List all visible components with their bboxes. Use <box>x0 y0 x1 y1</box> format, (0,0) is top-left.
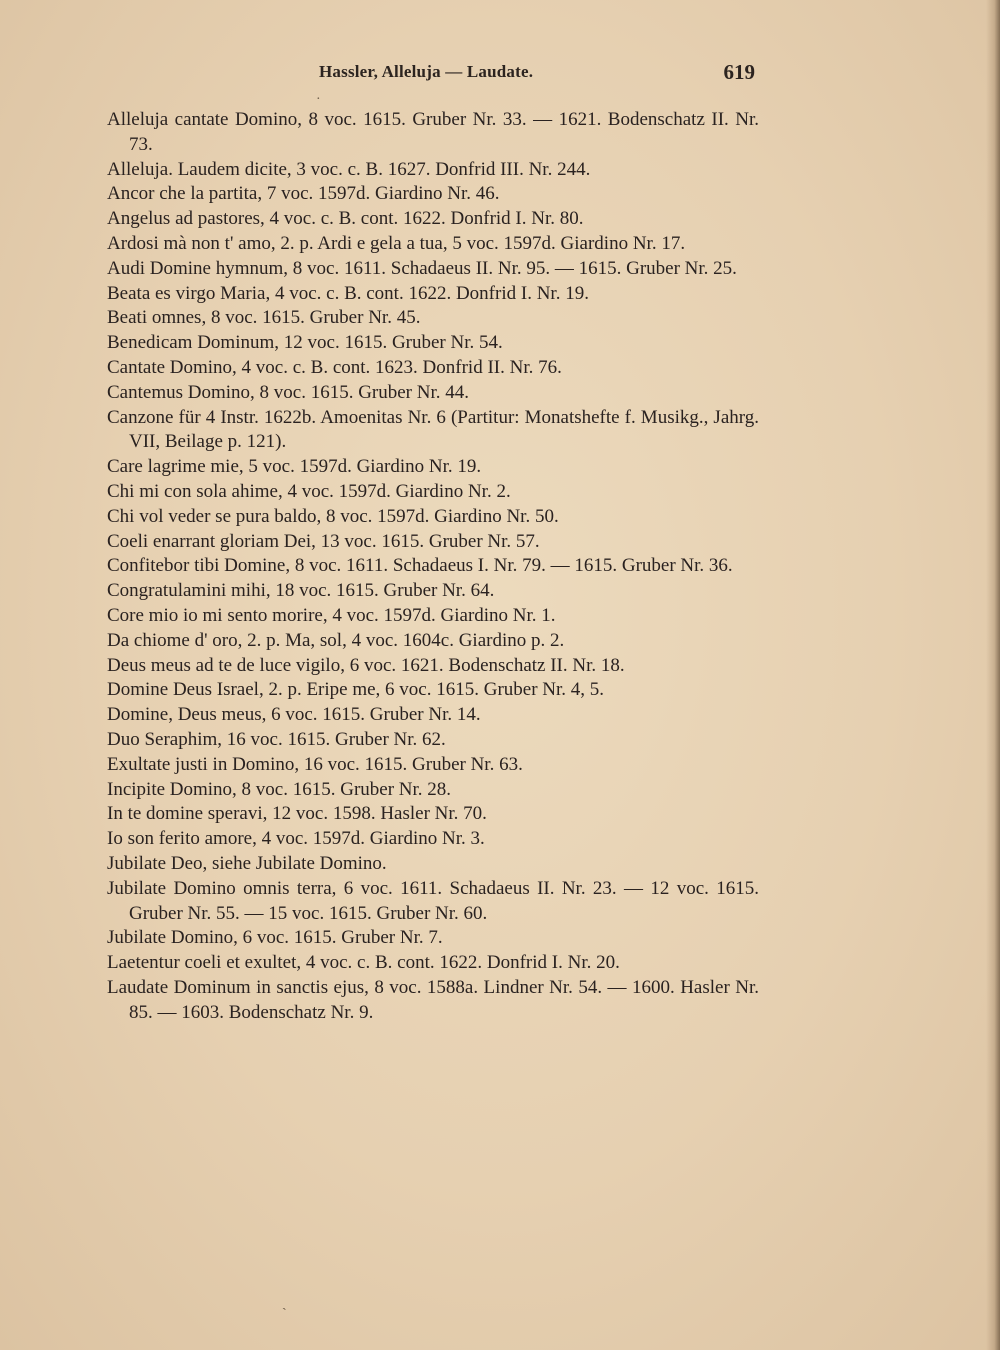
index-entry: Benedicam Dominum, 12 voc. 1615. Gruber Nr. 54. <box>107 332 503 354</box>
index-entry: Audi Domine hymnum, 8 voc. 1611. Schadaeus II. Nr. 95. — 1615. Gruber Nr. 25. <box>107 257 737 279</box>
index-entry: Congratulamini mihi, 18 voc. 1615. Gruber Nr. 64. <box>107 580 495 602</box>
index-entry: Incipite Domino, 8 voc. 1615. Gruber Nr. 28. <box>107 778 452 800</box>
index-entry: Alleluja. Laudem dicite, 3 voc. c. B. 1627. Donfrid III. Nr. 244. <box>107 158 591 180</box>
index-entry: Laudate Dominum in sanctis ejus, 8 voc. 1588a. Lindner Nr. 54. — 1600. Hasler Nr. 85. — 1603. Bodenschatz Nr. 9. <box>107 976 759 1023</box>
index-entry: Jubilate Domino, 6 voc. 1615. Gruber Nr. 7. <box>107 927 443 949</box>
page-edge-shadow <box>986 0 1000 1350</box>
index-entry: Canzone für 4 Instr. 1622b. Amoenitas Nr. 6 (Partitur: Monatshefte f. Musikg., Jahrg. VII, Beilage p. 121). <box>107 406 759 453</box>
index-entry: Deus meus ad te de luce vigilo, 6 voc. 1621. Bodenschatz II. Nr. 18. <box>107 654 625 676</box>
index-entry: Duo Seraphim, 16 voc. 1615. Gruber Nr. 62. <box>107 728 446 750</box>
index-entry: Jubilate Deo, siehe Jubilate Domino. <box>107 852 387 874</box>
index-entry: Ardosi mà non t' amo, 2. p. Ardi e gela a tua, 5 voc. 1597d. Giardino Nr. 17. <box>107 232 686 254</box>
index-entry: Confitebor tibi Domine, 8 voc. 1611. Schadaeus I. Nr. 79. — 1615. Gruber Nr. 36. <box>107 555 733 577</box>
page-number: 619 <box>723 60 755 84</box>
index-entry: Domine Deus Israel, 2. p. Eripe me, 6 voc. 1615. Gruber Nr. 4, 5. <box>107 679 605 701</box>
index-entry: Core mio io mi sento morire, 4 voc. 1597d. Giardino Nr. 1. <box>107 604 556 626</box>
index-entry: Domine, Deus meus, 6 voc. 1615. Gruber Nr. 14. <box>107 704 481 726</box>
index-entry: Io son ferito amore, 4 voc. 1597d. Giardino Nr. 3. <box>107 828 485 850</box>
index-entry: Beata es virgo Maria, 4 voc. c. B. cont. 1622. Donfrid I. Nr. 19. <box>107 282 589 304</box>
index-entry: Care lagrime mie, 5 voc. 1597d. Giardino Nr. 19. <box>107 456 482 478</box>
index-entry: Alleluja cantate Domino, 8 voc. 1615. Gruber Nr. 33. — 1621. Bodenschatz II. Nr. 73. <box>107 109 759 155</box>
ink-speck: ˎ <box>282 1296 287 1311</box>
running-header <box>107 62 757 88</box>
index-entry: Cantate Domino, 4 voc. c. B. cont. 1623. Donfrid II. Nr. 76. <box>107 356 562 378</box>
index-entry: Exultate justi in Domino, 16 voc. 1615. Gruber Nr. 63. <box>107 753 523 775</box>
index-entry: Chi mi con sola ahime, 4 voc. 1597d. Giardino Nr. 2. <box>107 480 511 502</box>
index-entry: Angelus ad pastores, 4 voc. c. B. cont. 1622. Donfrid I. Nr. 80. <box>107 208 584 230</box>
index-entry: Laetentur coeli et exultet, 4 voc. c. B. cont. 1622. Donfrid I. Nr. 20. <box>107 952 620 974</box>
index-entry: Coeli enarrant gloriam Dei, 13 voc. 1615. Gruber Nr. 57. <box>107 530 540 552</box>
index-entry: Chi vol veder se pura baldo, 8 voc. 1597d. Giardino Nr. 50. <box>107 505 559 527</box>
index-entry: Cantemus Domino, 8 voc. 1615. Gruber Nr. 44. <box>107 381 470 403</box>
ink-speck: · <box>316 92 321 107</box>
index-entry: Beati omnes, 8 voc. 1615. Gruber Nr. 45. <box>107 307 421 329</box>
index-entry: Ancor che la partita, 7 voc. 1597d. Giardino Nr. 46. <box>107 183 500 205</box>
index-entry: In te domine speravi, 12 voc. 1598. Hasler Nr. 70. <box>107 803 487 825</box>
index-entry: Da chiome d' oro, 2. p. Ma, sol, 4 voc. 1604c. Giardino p. 2. <box>107 629 565 651</box>
index-entry: Jubilate Domino omnis terra, 6 voc. 1611. Schadaeus II. Nr. 23. — 12 voc. 1615. Gruber Nr. 55. — 15 voc. 1615. Gruber Nr. 60. <box>107 877 759 924</box>
index-entry-list <box>107 108 759 1025</box>
header-title: Hassler, Alleluja — Laudate. <box>319 62 534 81</box>
